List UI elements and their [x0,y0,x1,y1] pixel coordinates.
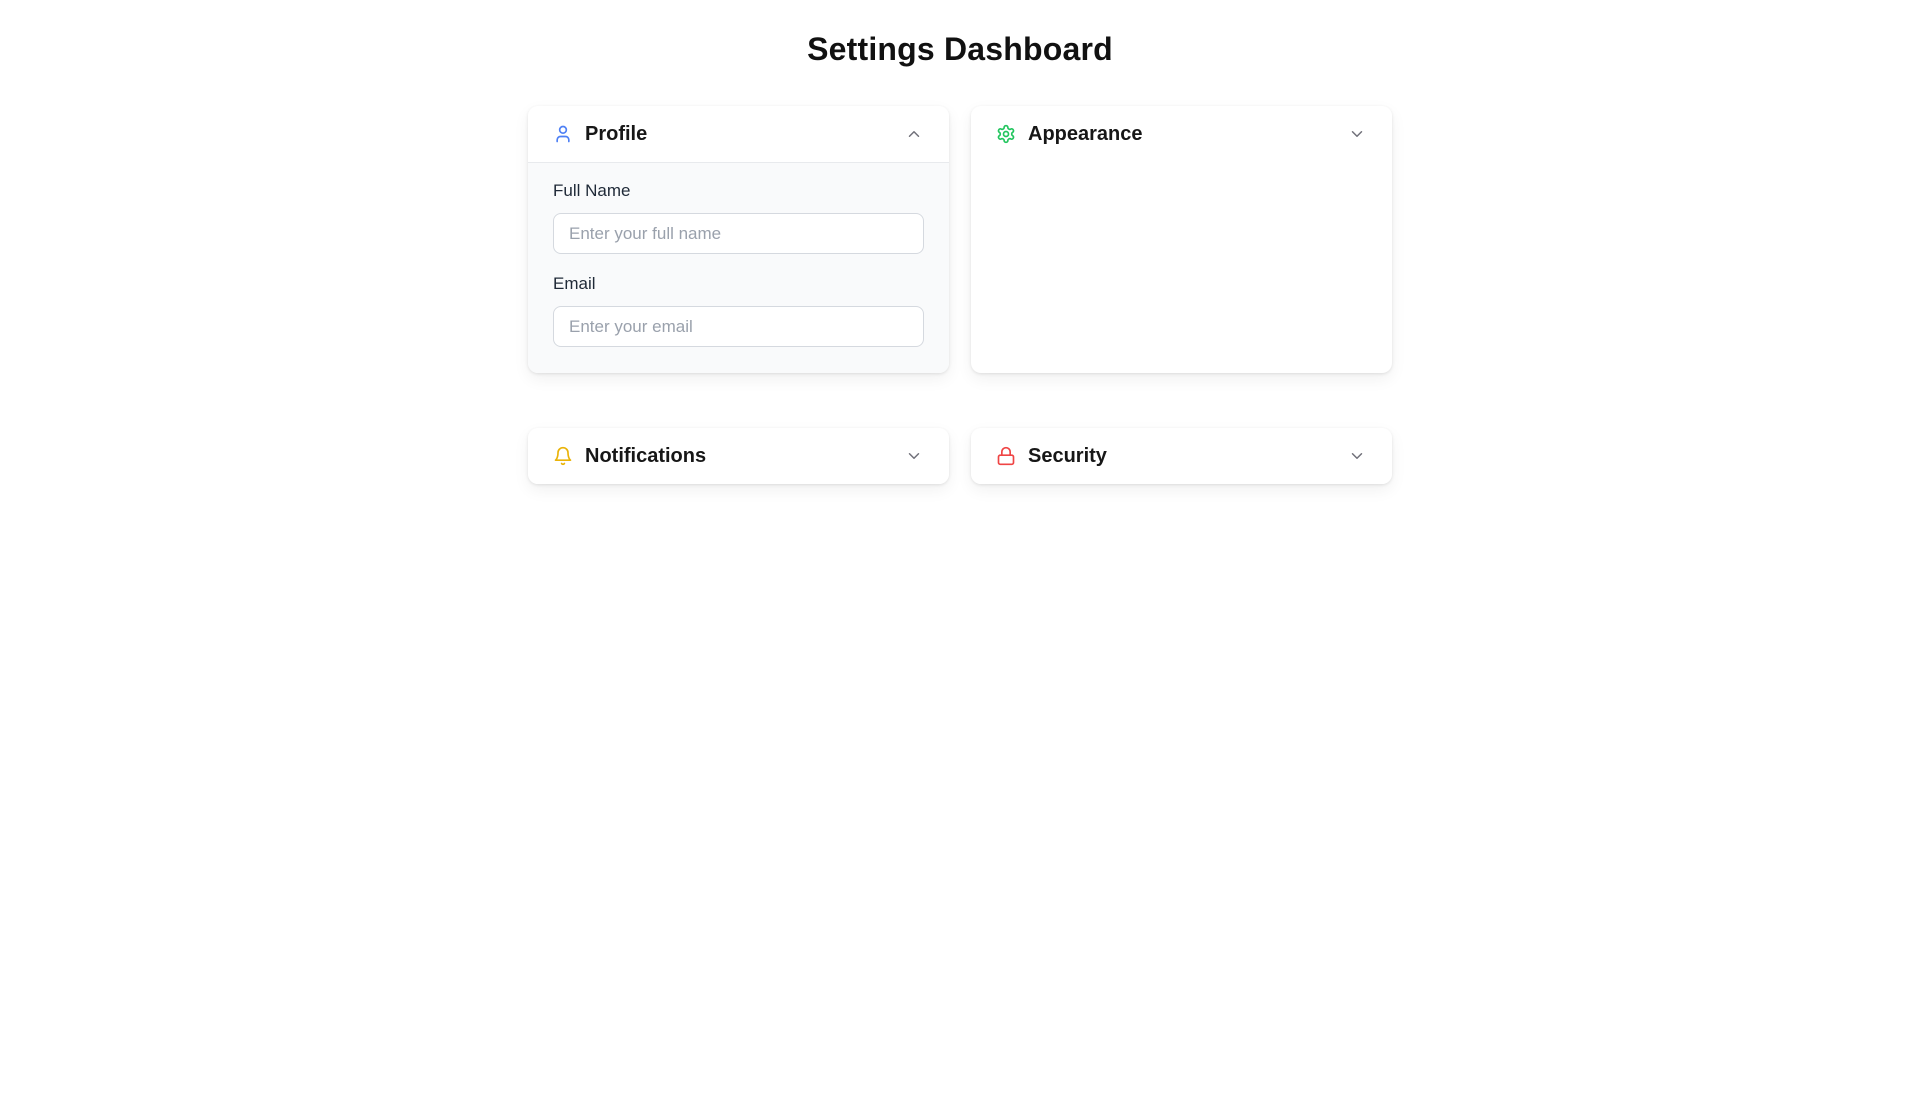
page-title: Settings Dashboard [807,31,1113,67]
chevron-down-icon[interactable] [1348,447,1366,465]
chevron-down-icon[interactable] [1348,125,1366,143]
settings-card-grid [528,106,1392,484]
email-label: Email [553,274,596,293]
profile-card-body [528,162,949,373]
full-name-label: Full Name [553,181,631,200]
notifications-card-title: Notifications [585,444,707,467]
full-name-input[interactable] [553,213,924,254]
email-field-group [553,274,924,347]
gear-icon [996,124,1016,144]
notifications-card-header[interactable] [528,428,949,484]
profile-card-title: Profile [585,122,648,145]
lock-icon [996,446,1016,466]
bell-icon [553,446,573,466]
card-profile [528,106,949,373]
appearance-card-header[interactable] [971,106,1392,162]
appearance-card-title: Appearance [1028,122,1143,145]
card-notifications [528,428,949,484]
user-icon [553,124,573,144]
profile-card-header[interactable] [528,106,949,162]
security-card-header[interactable] [971,428,1392,484]
card-appearance [971,106,1392,373]
chevron-up-icon[interactable] [905,125,923,143]
email-input[interactable] [553,306,924,347]
card-security [971,428,1392,484]
full-name-field-group [553,181,924,254]
chevron-down-icon[interactable] [905,447,923,465]
security-card-title: Security [1028,444,1107,467]
